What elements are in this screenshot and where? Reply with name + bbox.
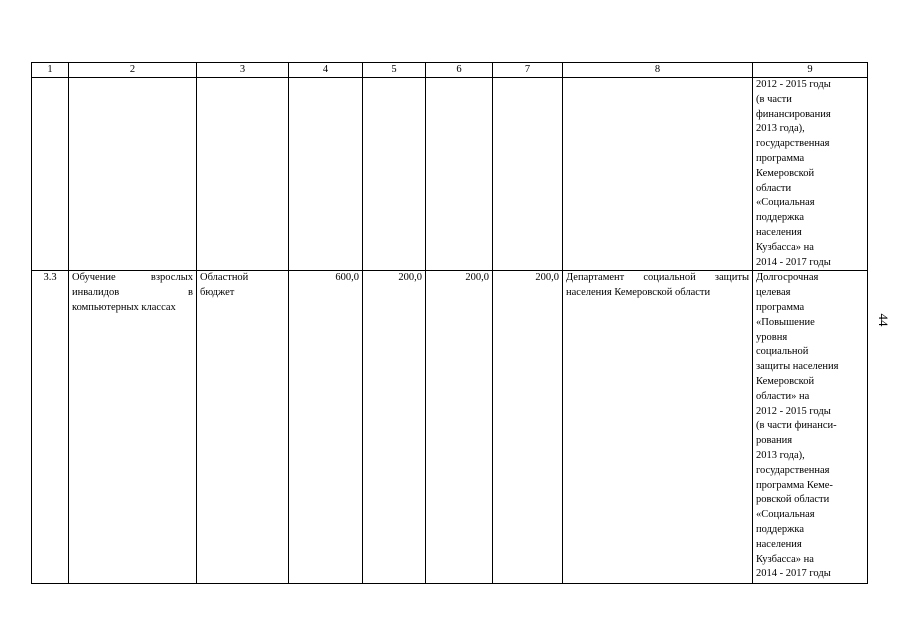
text-line: программа Кеме- — [756, 479, 833, 491]
column-number: 2 — [69, 63, 197, 78]
text-line: поддержка — [756, 523, 805, 535]
text-line: области — [756, 182, 792, 194]
table-row-continuation — [32, 78, 868, 271]
text-line: Кузбасса» на — [756, 553, 814, 565]
column-number: 1 — [32, 63, 69, 78]
cell-year-3-amount: 200,0 — [493, 271, 563, 584]
text-line: финансирования — [756, 108, 831, 120]
text-line: государственная — [756, 464, 830, 476]
text-line: Долгосрочная — [756, 272, 819, 284]
text-line: ровской области — [756, 494, 830, 506]
cell-empty — [363, 78, 426, 271]
text-line: (в части финанси- — [756, 420, 837, 432]
cell-executor: Департамент социальной защиты населения Кемеровской области — [563, 271, 753, 584]
text-line: программа — [756, 301, 805, 313]
text-line: 2013 года), — [756, 449, 805, 461]
column-number: 7 — [493, 63, 563, 78]
text-line: государственная — [756, 138, 830, 150]
text-line: социальной — [756, 346, 809, 358]
text-line: 2014 - 2017 годы — [756, 568, 831, 580]
text-line: 2014 - 2017 годы — [756, 256, 831, 268]
text-line: целевая — [756, 287, 791, 299]
cell-empty — [563, 78, 753, 271]
column-number: 4 — [289, 63, 363, 78]
column-number: 9 — [753, 63, 868, 78]
cell-total-amount: 600,0 — [289, 271, 363, 584]
column-number-row — [32, 63, 868, 78]
text-line: «Социальная — [756, 197, 815, 209]
text-line: населения — [756, 538, 802, 550]
text-line: уровня — [756, 331, 788, 343]
column-number: 3 — [197, 63, 289, 78]
text-line: Кемеровской — [756, 375, 815, 387]
text-line: Кемеровской — [756, 167, 815, 179]
cell-year-1-amount: 200,0 — [363, 271, 426, 584]
cell-activity-name: Обучение взрослых инвалидов в компьютерных классах — [69, 271, 197, 584]
text-line: 2012 - 2015 годы — [756, 79, 831, 90]
cell-funding-source: Областной бюджет — [197, 271, 289, 584]
table-row-3-3 — [32, 271, 868, 584]
text-line: населения — [756, 226, 802, 238]
text-line: программа — [756, 152, 805, 164]
text-line: защиты населения — [756, 361, 839, 373]
cell-program — [753, 271, 868, 584]
text-line: поддержка — [756, 212, 805, 224]
column-number: 5 — [363, 63, 426, 78]
column-number: 6 — [426, 63, 493, 78]
text-line: 2012 - 2015 годы — [756, 405, 831, 417]
text-line: 2013 года), — [756, 123, 805, 135]
text-line: области» на — [756, 390, 810, 402]
cell-program-continuation — [753, 78, 868, 271]
text-line: «Социальная — [756, 509, 815, 521]
cell-empty — [493, 78, 563, 271]
column-number: 8 — [563, 63, 753, 78]
cell-empty — [32, 78, 69, 271]
cell-empty — [289, 78, 363, 271]
cell-item-number: 3.3 — [32, 271, 69, 584]
cell-year-2-amount: 200,0 — [426, 271, 493, 584]
cell-empty — [197, 78, 289, 271]
cell-empty — [69, 78, 197, 271]
cell-empty — [426, 78, 493, 271]
program-table — [31, 62, 868, 584]
page-number: 44 — [876, 313, 891, 327]
text-line: Кузбасса» на — [756, 241, 814, 253]
text-line: «Повышение — [756, 316, 815, 328]
text-line: (в части — [756, 93, 792, 105]
text-line: рования — [756, 435, 793, 447]
